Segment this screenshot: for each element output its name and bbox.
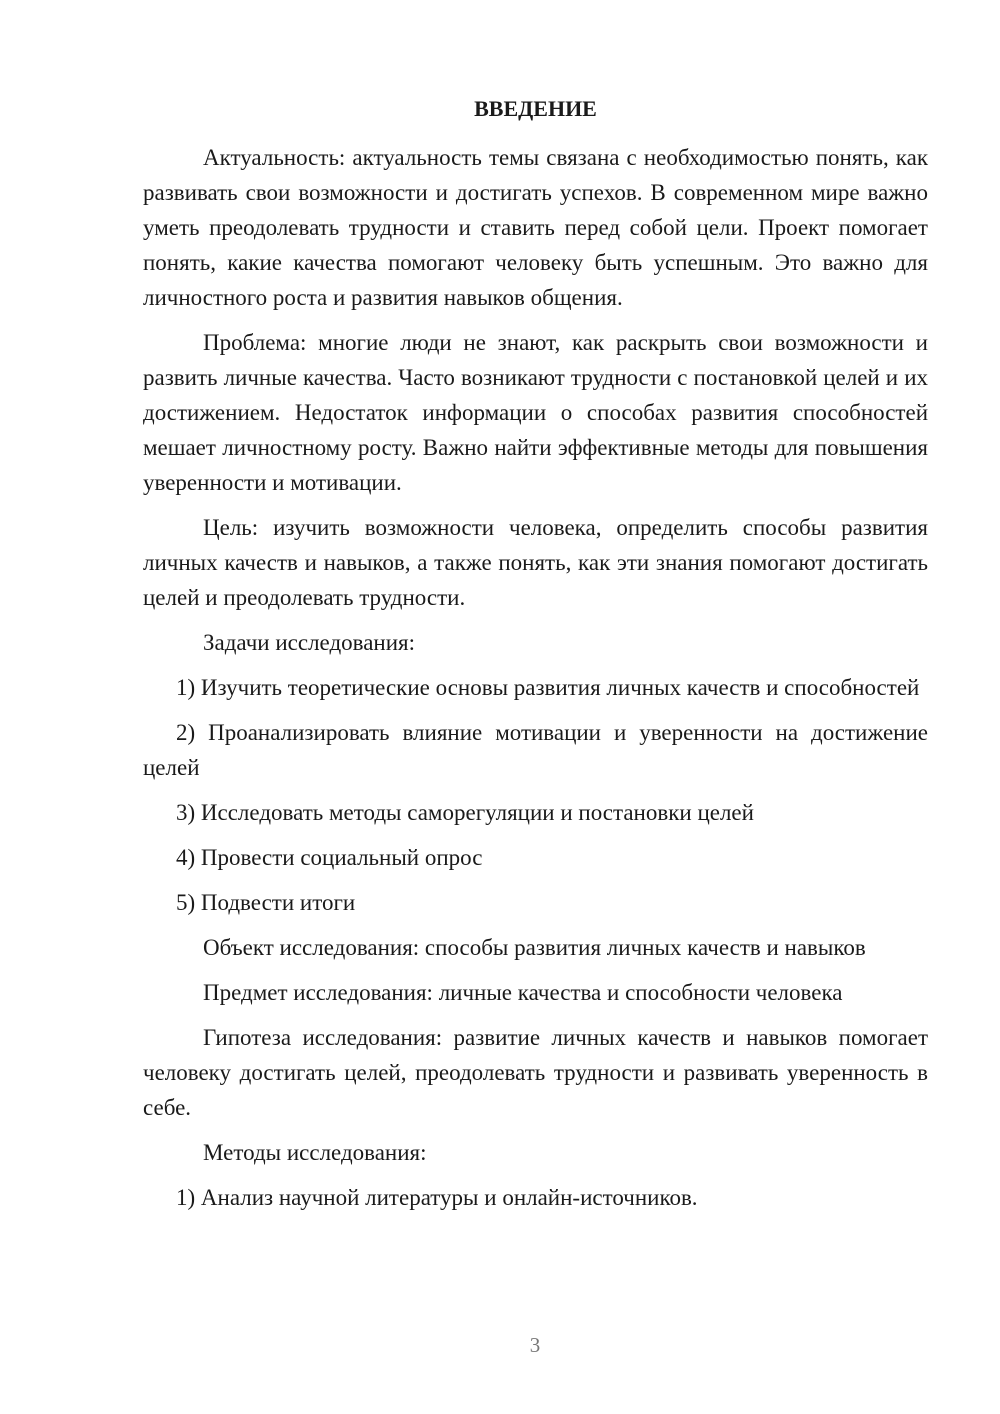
hypothesis-paragraph: Гипотеза исследования: развитие личных качеств и навыков помогает человеку достигать целей, преодолевать трудности и развивать уверенность в себе.: [143, 1025, 928, 1120]
document-page: [143, 94, 928, 1225]
methods-heading: Методы исследования:: [203, 1140, 427, 1165]
tasks-heading: Задачи исследования:: [203, 630, 416, 655]
research-subject: Предмет исследования: личные качества и способности человека: [203, 980, 843, 1005]
task-item: 3) Исследовать методы саморегуляции и постановки целей: [176, 800, 754, 825]
problem-paragraph: Проблема: многие люди не знают, как раскрыть свои возможности и развить личные качества. Часто возникают трудности с постановкой целей и их достижением. Недостаток информации о способах развития способностей мешает личностному росту. Важно найти эффективные методы для повышения уверенности и мотивации.: [143, 330, 928, 495]
research-object: Объект исследования: способы развития личных качеств и навыков: [203, 935, 866, 960]
task-item: 1) Изучить теоретические основы развития личных качеств и способностей: [176, 675, 920, 700]
method-item: 1) Анализ научной литературы и онлайн-источников.: [176, 1185, 698, 1210]
relevance-paragraph: Актуальность: актуальность темы связана с необходимостью понять, как развивать свои возможности и достигать успехов. В современном мире важно уметь преодолевать трудности и ставить перед собой цели. Проект помогает понять, какие качества помогают человеку быть успешным. Это важно для личностного роста и развития навыков общения.: [143, 145, 928, 310]
task-item: 5) Подвести итоги: [176, 890, 356, 915]
task-item: 2) Проанализировать влияние мотивации и уверенности на достижение целей: [143, 720, 928, 780]
page-number: 3: [529, 1333, 541, 1357]
task-item: 4) Провести социальный опрос: [176, 845, 483, 870]
section-title: ВВЕДЕНИЕ: [474, 96, 597, 121]
goal-paragraph: Цель: изучить возможности человека, определить способы развития личных качеств и навыков, а также понять, как эти знания помогают достигать целей и преодолевать трудности.: [143, 515, 928, 610]
